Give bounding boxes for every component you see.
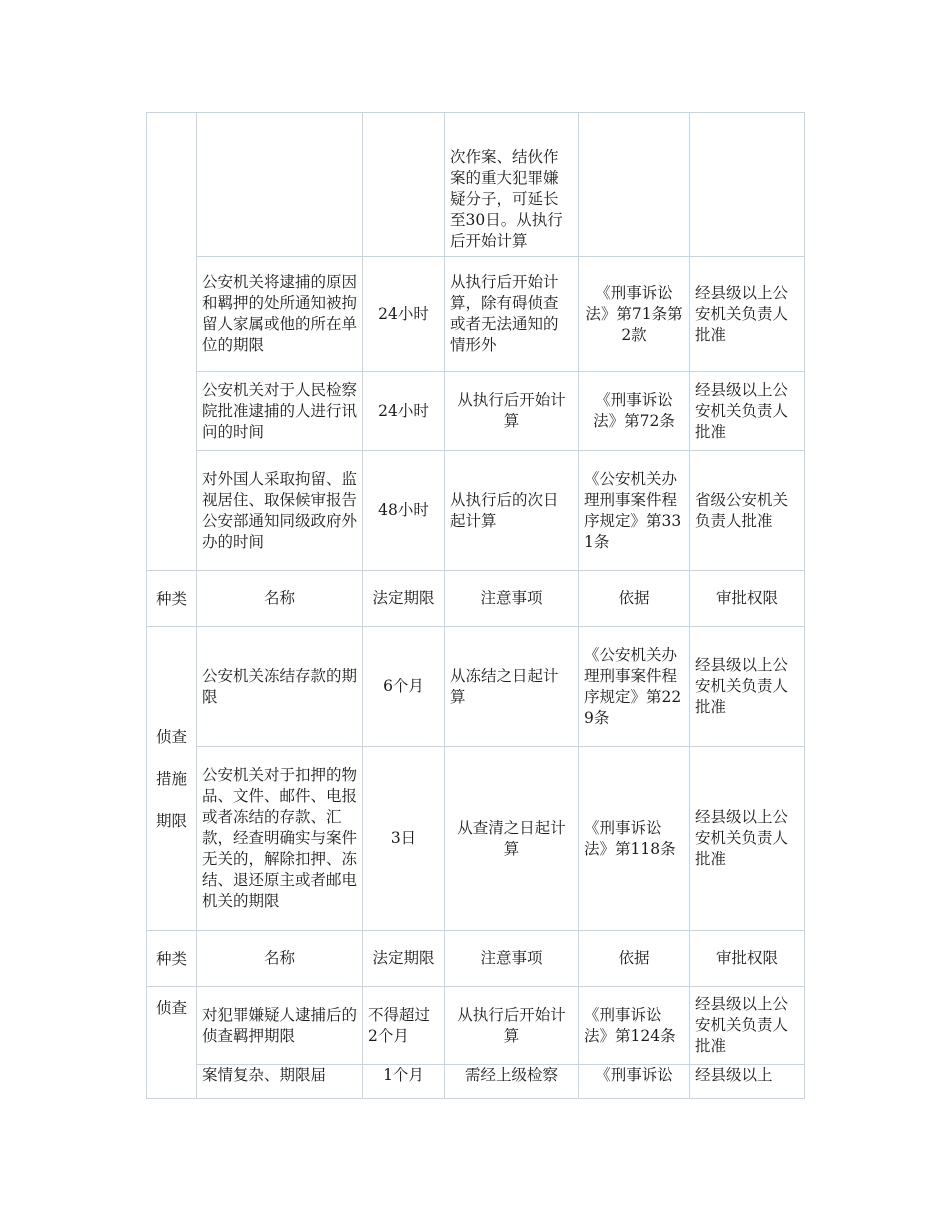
limits-table xyxy=(146,112,805,1099)
name-cell: 公安机关冻结存款的期限 xyxy=(197,627,363,747)
header-name: 名称 xyxy=(197,571,363,627)
header-notes: 注意事项 xyxy=(445,931,579,987)
approval-cell: 经县级以上公安机关负责人批准 xyxy=(690,987,805,1065)
name-cell xyxy=(197,113,363,257)
approval-cell: 经县级以上公安机关负责人批准 xyxy=(690,627,805,747)
basis-cell: 《刑事诉讼法》第124条 xyxy=(579,987,690,1065)
category-cell-detention xyxy=(147,987,197,1099)
table-row xyxy=(147,1065,805,1099)
approval-cell xyxy=(690,113,805,257)
header-notes: 注意事项 xyxy=(445,571,579,627)
header-name: 名称 xyxy=(197,931,363,987)
basis-cell: 《刑事诉讼法》第118条 xyxy=(579,747,690,931)
header-basis: 依据 xyxy=(579,931,690,987)
approval-cell: 经县级以上 xyxy=(690,1065,805,1099)
header-row xyxy=(147,931,805,987)
basis-cell: 《公安机关办理刑事案件程序规定》第331条 xyxy=(579,451,690,571)
header-kind: 种类 xyxy=(147,931,197,987)
table-row xyxy=(147,451,805,571)
name-cell: 对外国人采取拘留、监视居住、取保候审报告公安部通知同级政府外办的时间 xyxy=(197,451,363,571)
header-basis: 依据 xyxy=(579,571,690,627)
name-cell: 对犯罪嫌疑人逮捕后的侦查羁押期限 xyxy=(197,987,363,1065)
notes-cell: 从执行后的次日起计算 xyxy=(445,451,579,571)
approval-cell: 经县级以上公安机关负责人批准 xyxy=(690,372,805,451)
notes-cell: 需经上级检察 xyxy=(445,1065,579,1099)
name-cell: 公安机关对于扣押的物品、文件、邮件、电报或者冻结的存款、汇款，经查明确实与案件无关的，解除扣押、冻结、退还原主或者邮电机关的期限 xyxy=(197,747,363,931)
header-row xyxy=(147,571,805,627)
category-label: 侦查措施期限 xyxy=(155,727,187,830)
period-cell xyxy=(363,113,445,257)
header-approval: 审批权限 xyxy=(690,931,805,987)
table-row xyxy=(147,372,805,451)
table-row xyxy=(147,113,805,257)
notes-cell: 从冻结之日起计算 xyxy=(445,627,579,747)
name-cell: 案情复杂、期限届 xyxy=(197,1065,363,1099)
category-cell-empty xyxy=(147,113,197,571)
approval-cell: 省级公安机关负责人批准 xyxy=(690,451,805,571)
notes-cell: 从查清之日起计算 xyxy=(445,747,579,931)
table-row xyxy=(147,627,805,747)
period-cell: 24小时 xyxy=(363,257,445,372)
period-cell: 48小时 xyxy=(363,451,445,571)
period-cell: 3日 xyxy=(363,747,445,931)
period-cell: 24小时 xyxy=(363,372,445,451)
category-label: 侦查 xyxy=(155,999,187,1017)
period-cell: 不得超过2个月 xyxy=(363,987,445,1065)
category-cell-measures xyxy=(147,627,197,931)
notes-cell: 从执行后开始计算，除有碍侦查或者无法通知的情形外 xyxy=(445,257,579,372)
basis-cell: 《刑事诉讼法》第72条 xyxy=(579,372,690,451)
notes-cell: 从执行后开始计算 xyxy=(445,372,579,451)
basis-cell: 《刑事诉讼 xyxy=(579,1065,690,1099)
table-row xyxy=(147,987,805,1065)
basis-cell: 《公安机关办理刑事案件程序规定》第229条 xyxy=(579,627,690,747)
header-kind: 种类 xyxy=(147,571,197,627)
table-row xyxy=(147,257,805,372)
notes-cell: 从执行后开始计算 xyxy=(445,987,579,1065)
header-period: 法定期限 xyxy=(363,931,445,987)
basis-cell: 《刑事诉讼法》第71条第2款 xyxy=(579,257,690,372)
table-row xyxy=(147,747,805,931)
name-cell: 公安机关将逮捕的原因和羁押的处所通知被拘留人家属或他的所在单位的期限 xyxy=(197,257,363,372)
approval-cell: 经县级以上公安机关负责人批准 xyxy=(690,747,805,931)
name-cell: 公安机关对于人民检察院批准逮捕的人进行讯问的时间 xyxy=(197,372,363,451)
period-cell: 6个月 xyxy=(363,627,445,747)
notes-cell: 次作案、结伙作案的重大犯罪嫌疑分子，可延长至30日。从执行后开始计算 xyxy=(445,113,579,257)
header-period: 法定期限 xyxy=(363,571,445,627)
approval-cell: 经县级以上公安机关负责人批准 xyxy=(690,257,805,372)
period-cell: 1个月 xyxy=(363,1065,445,1099)
basis-cell xyxy=(579,113,690,257)
header-approval: 审批权限 xyxy=(690,571,805,627)
